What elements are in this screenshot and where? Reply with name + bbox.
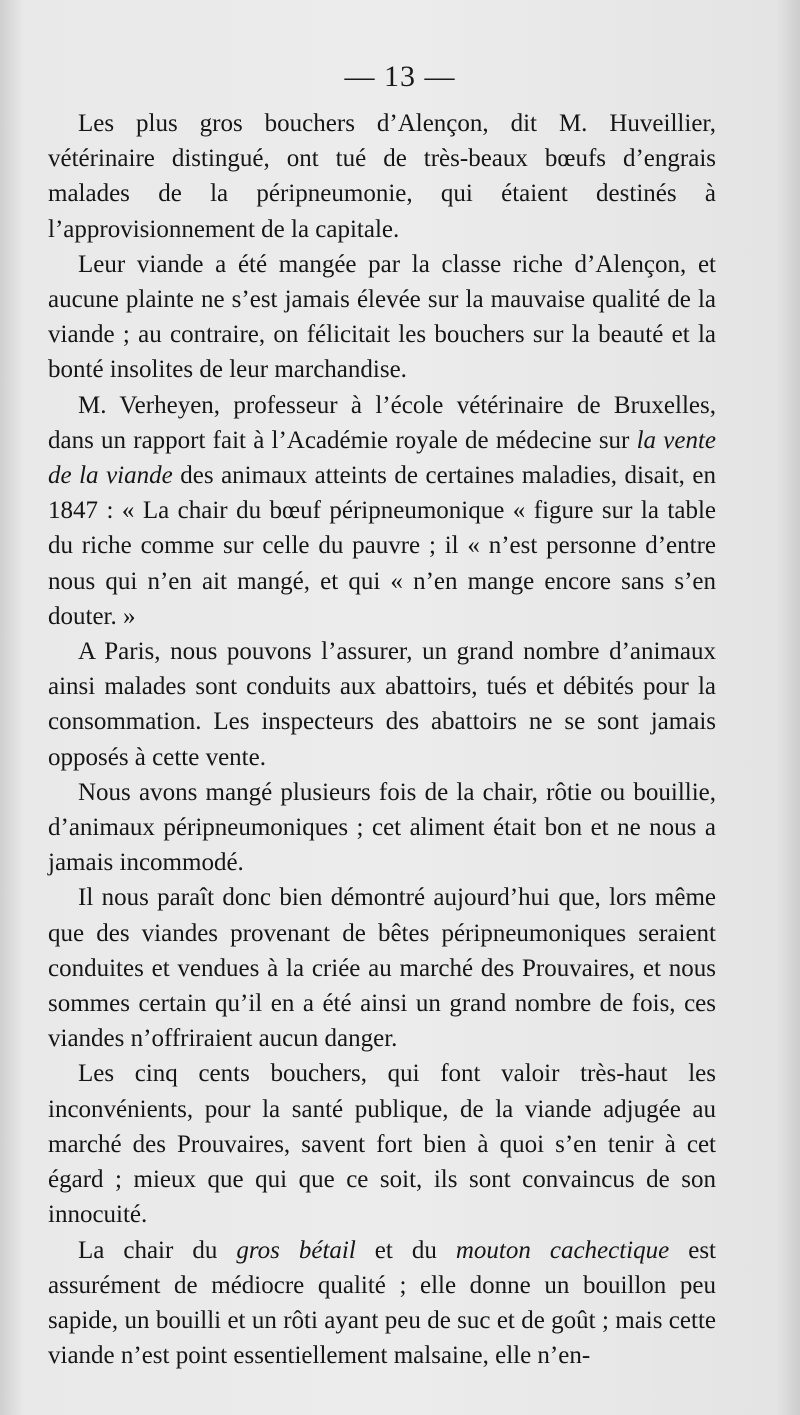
paragraph-3-text-a: M. Verheyen, professeur à l’école vétérinaire de Bruxelles, dans un rapport fait à l’Académie royale de médecine sur (48, 391, 716, 454)
paragraph-6: Il nous paraît donc bien démontré aujourd’hui que, lors même que des viandes provenant de bêtes péripneumoniques seraient conduites et vendues à la criée au marché des Prouvaires, et nous sommes certain qu’il en a été ainsi un grand nombre de fois, ces viandes n’offriraient aucun danger. (48, 884, 716, 1053)
paragraph-7: Les cinq cents bouchers, qui font valoir très-haut les inconvénients, pour la santé publique, de la viande adjugée au marché des Prouvaires, savent fort bien à quoi s’en tenir à cet égard ; mieux que qui que ce soit, ils sont convaincus de son innocuité. (48, 1060, 716, 1229)
paragraph-3-text-b: des animaux atteints de certaines maladies, disait, en 1847 : « La chair du bœuf péripneumonique « figure sur la table du riche comme sur celle du pauvre ; il « n’est personne d’entre nous qui n’en ait mangé, et qui « n’en mange encore sans s’en douter. » (48, 462, 716, 630)
paragraph-8-text-a: La chair du (78, 1236, 237, 1264)
paragraph-2: Leur viande a été mangée par la classe riche d’Alençon, et aucune plainte ne s’est jamais élevée sur la mauvaise qualité de la viande ; au contraire, on félicitait les bouchers sur la beauté et la bonté insolites de leur marchandise. (48, 250, 716, 384)
paragraph-3-italic: la vente de la viande (48, 426, 716, 490)
paragraph-8-italic-a: gros bétail (236, 1236, 356, 1264)
paragraph-8-text-c: est assurément de médiocre qualité ; elle donne un bouillon peu sapide, un bouilli et un rôti ayant peu de suc et de goût ; mais cette viande n’est point essentiellement malsaine, elle n’en- (48, 1236, 716, 1370)
paragraph-5: Nous avons mangé plusieurs fois de la chair, rôtie ou bouillie, d’animaux péripneumoniques ; cet aliment était bon et ne nous a jamais incommodé. (48, 778, 716, 877)
paragraph-3 (48, 388, 716, 634)
paragraph-8 (48, 1233, 716, 1374)
page-number: — 13 — (344, 60, 456, 93)
paragraph-1: Les plus gros bouchers d’Alençon, dit M. Huveillier, vétérinaire distingué, ont tué de très-beaux bœufs d’engrais malades de la péripneumonie, qui étaient destinés à l’approvisionnement de la capitale. (48, 110, 716, 243)
paragraph-4: A Paris, nous pouvons l’assurer, un grand nombre d’animaux ainsi malades sont conduits aux abattoirs, tués et débités pour la consommation. Les inspecteurs des abattoirs ne se sont jamais opposés à cette vente. (48, 638, 716, 771)
paragraph-8-text-b: et du (355, 1236, 456, 1264)
body-text (48, 106, 716, 1373)
paragraph-8-italic-b: mouton cachectique (455, 1236, 670, 1264)
